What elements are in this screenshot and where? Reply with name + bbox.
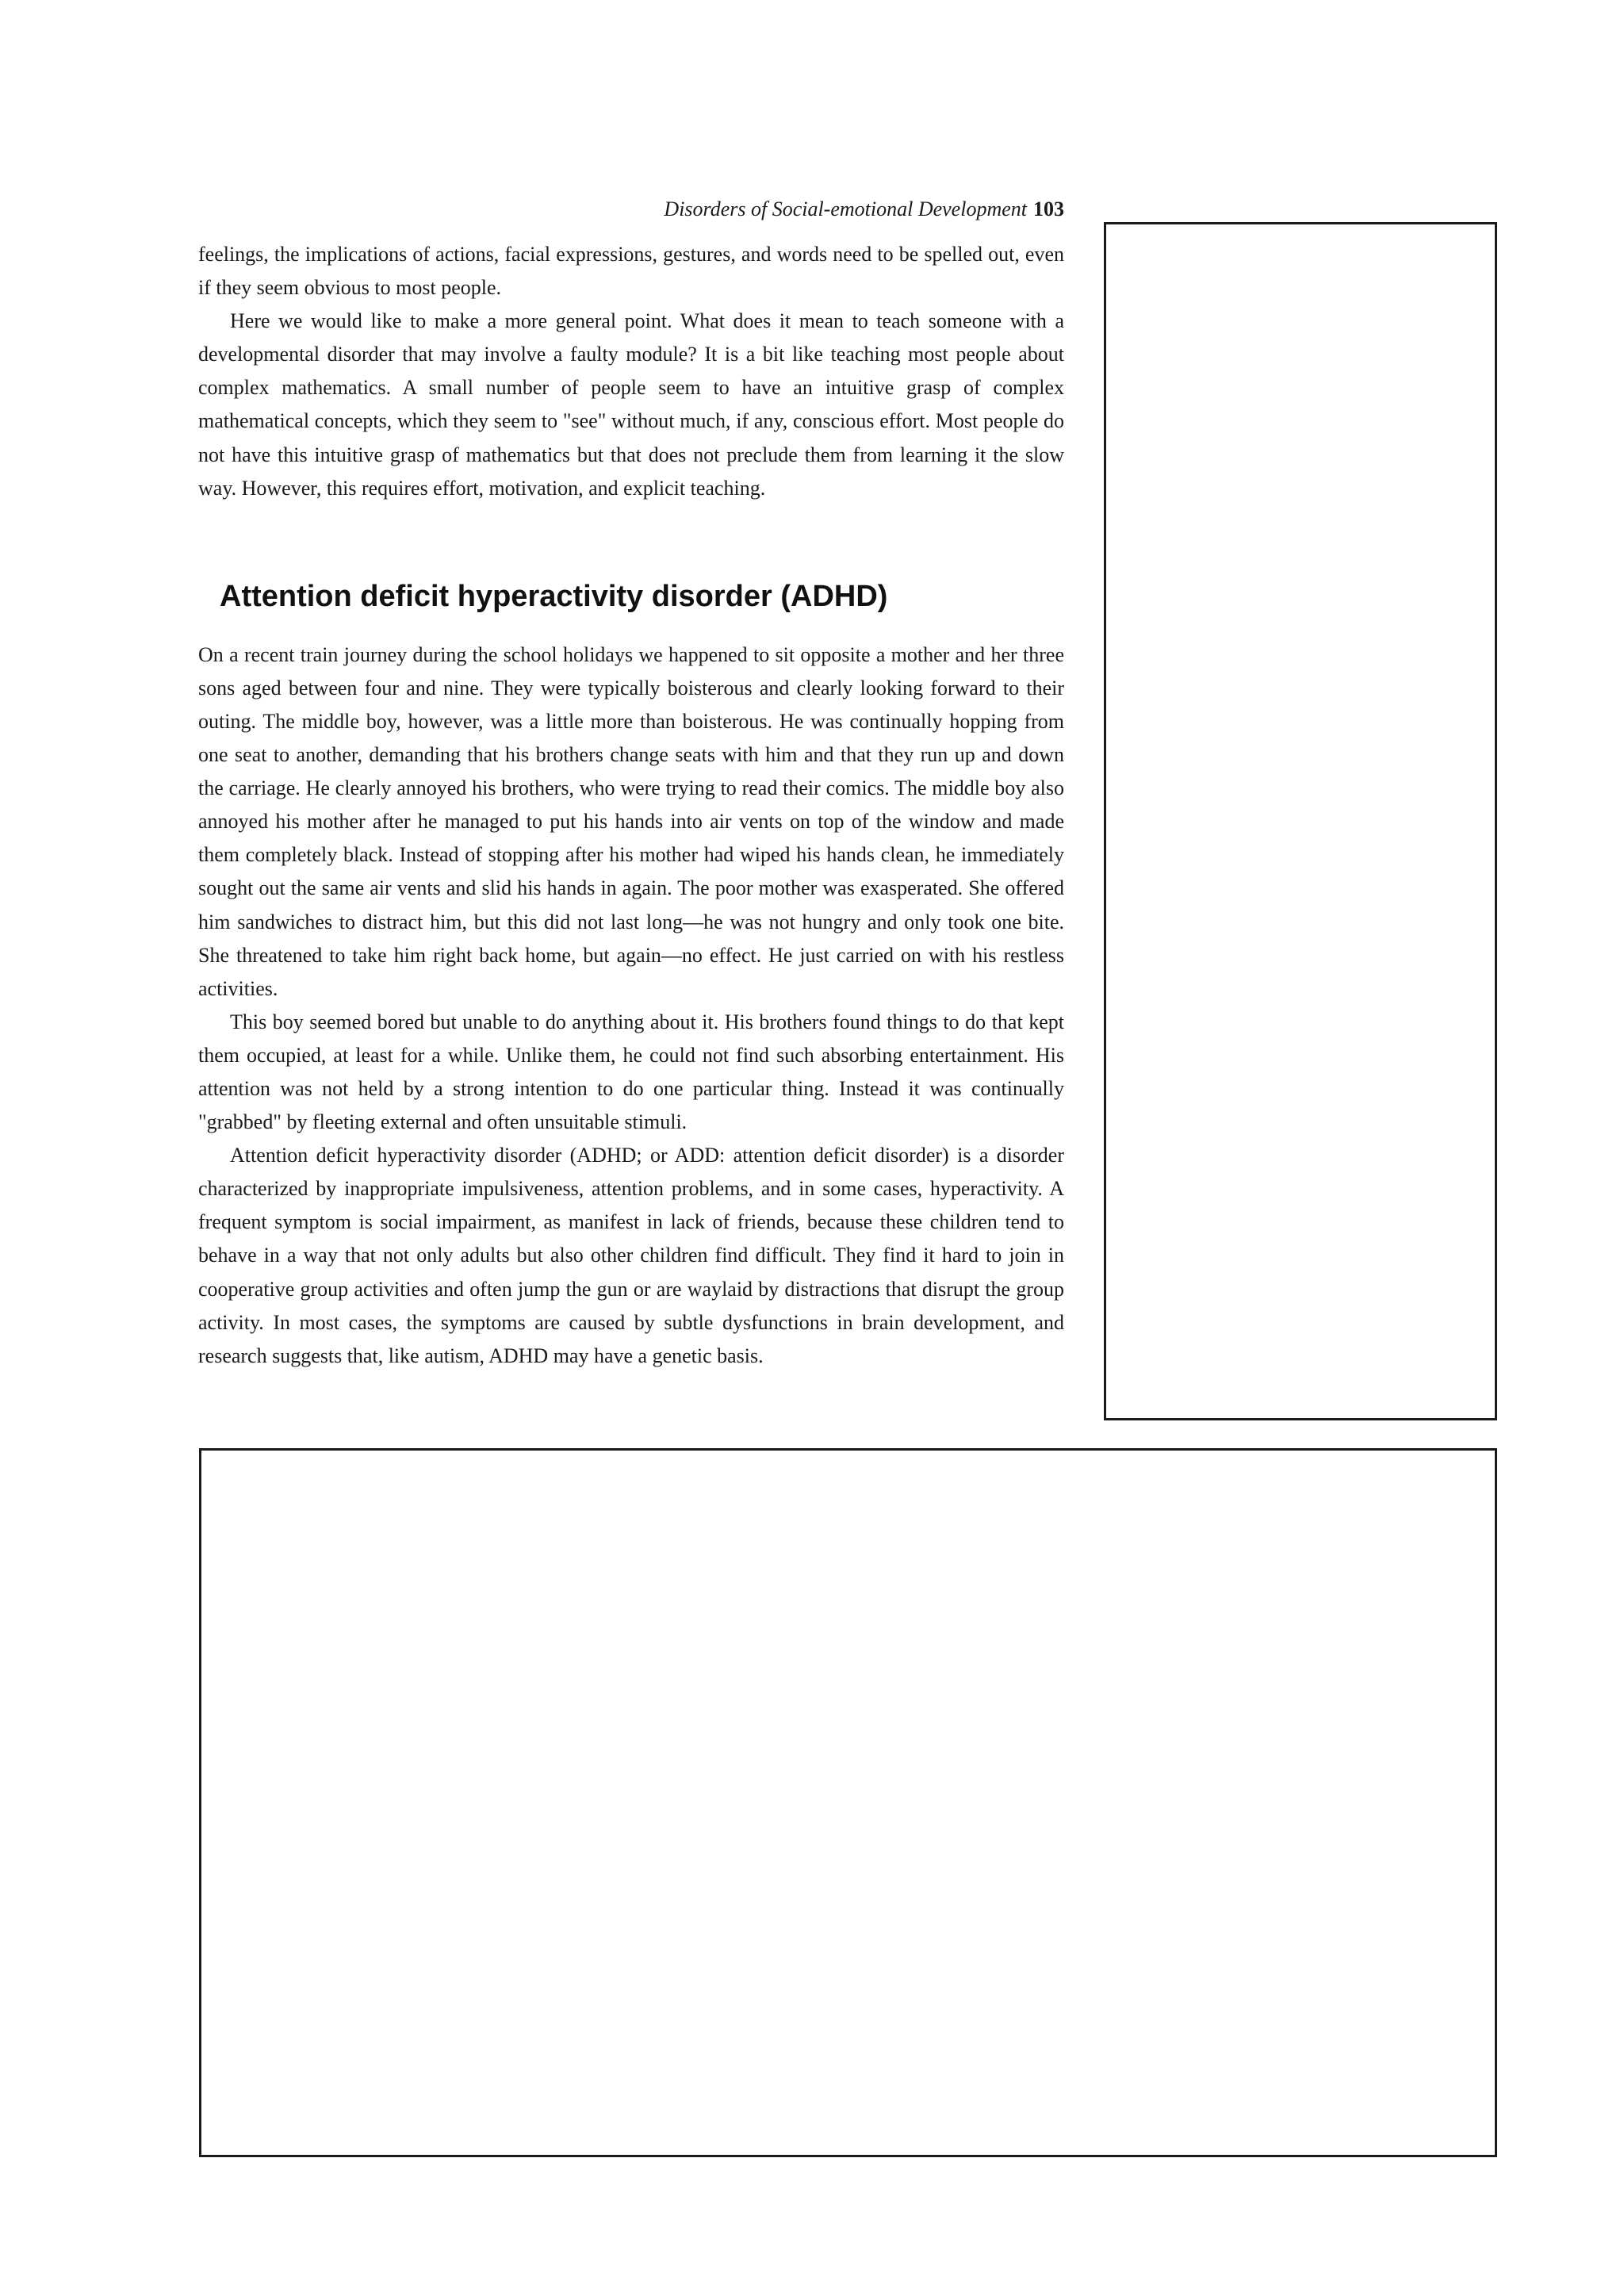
figure-placeholder-bottom	[199, 1448, 1497, 2157]
running-head	[198, 194, 1064, 225]
section-heading: Attention deficit hyperactivity disorder (ADHD)	[220, 579, 888, 613]
body-text	[198, 238, 1064, 1373]
running-head-title: Disorders of Social-emotional Development	[664, 197, 1027, 220]
page-number: 103	[1033, 197, 1064, 220]
paragraph: On a recent train journey during the school holidays we happened to sit opposite a mother and her three sons aged between four and nine. They were typically boisterous and clearly looking forward to their outing. The middle boy, however, was a little more than boisterous. He was continually hopping from one seat to another, demanding that his brothers change seats with him and that they run up and down the carriage. He clearly annoyed his brothers, who were trying to read their comics. The middle boy also annoyed his mother after he managed to put his hands into air vents on top of the window and made them completely black. Instead of stopping after his mother had wiped his hands clean, he immediately sought out the same air vents and slid his hands in again. The poor mother was exasperated. She offered him sandwiches to distract him, but this did not last long—he was not hungry and only took one bite. She threatened to take him right back home, but again—no effect. He just carried on with his restless activities.	[198, 642, 1064, 1000]
paragraph: Here we would like to make a more general point. What does it mean to teach someone with a developmental disorder that may involve a faulty module? It is a bit like teaching most people about complex mathematics. A small number of people seem to have an intuitive grasp of complex mathematical concepts, which they seem to "see" without much, if any, conscious effort. Most people do not have this intuitive grasp of mathematics but that does not preclude them from learning it the slow way. However, this requires effort, motivation, and explicit teaching.	[198, 309, 1064, 500]
paragraph: This boy seemed bored but unable to do anything about it. His brothers found things to do that kept them occupied, at least for a while. Unlike them, he could not find such absorbing entertainment. His attention was not held by a strong intention to do one particular thing. Instead it was continually "grabbed" by fleeting external and often unsuitable stimuli.	[198, 1010, 1064, 1134]
figure-placeholder-side	[1104, 222, 1497, 1420]
paragraph: feelings, the implications of actions, facial expressions, gestures, and words need to be spelled out, even if they seem obvious to most people.	[198, 243, 1064, 300]
paragraph: Attention deficit hyperactivity disorder (ADHD; or ADD: attention deficit disorder) is a disorder characterized by inappropriate impulsiveness, attention problems, and in some cases, hyperactivity. A frequent symptom is social impairment, as manifest in lack of friends, because these children tend to behave in a way that not only adults but also other children find difficult. They find it hard to join in cooperative group activities and often jump the gun or are waylaid by distractions that disrupt the group activity. In most cases, the symptoms are caused by subtle dysfunctions in brain development, and research suggests that, like autism, ADHD may have a genetic basis.	[198, 1144, 1064, 1367]
